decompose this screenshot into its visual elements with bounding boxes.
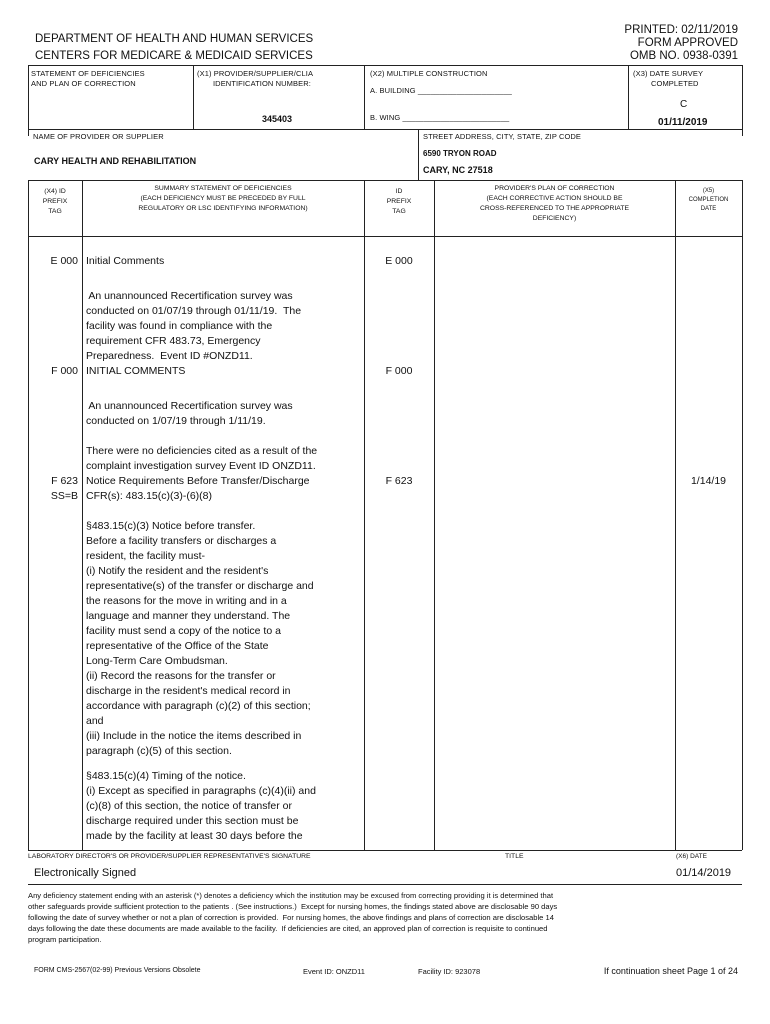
- event-id: Event ID: ONZD11: [303, 967, 365, 976]
- f000-heading: INITIAL COMMENTS: [86, 365, 186, 377]
- x5-header: [675, 187, 742, 214]
- rule: [28, 129, 742, 130]
- x3-label: COMPLETED: [651, 79, 699, 88]
- rule: [418, 129, 419, 180]
- id-header: [364, 187, 434, 217]
- header-line: (EACH CORRECTIVE ACTION SHOULD BE: [486, 195, 623, 202]
- rule: [434, 180, 435, 850]
- statement-label: STATEMENT OF DEFICIENCIES: [31, 69, 145, 78]
- header-line: PROVIDER'S PLAN OF CORRECTION: [494, 185, 615, 192]
- rule: [742, 180, 743, 850]
- rule: [28, 884, 742, 885]
- header-line: DATE: [700, 206, 717, 212]
- plan-header: [434, 184, 675, 224]
- rule: [364, 65, 365, 129]
- id-tag: E 000: [385, 255, 413, 267]
- x3-label: (X3) DATE SURVEY: [633, 69, 704, 78]
- rule: [628, 65, 629, 129]
- rule: [28, 180, 29, 850]
- form-id: FORM CMS-2567(02-99) Previous Versions Obsolete: [34, 967, 201, 974]
- form-approved: FORM APPROVED: [637, 37, 738, 49]
- x3-code: C: [680, 99, 688, 110]
- disclaimer-text: Any deficiency statement ending with an asterisk (*) denotes a deficiency which the institution may be excused from correcting providing it is determined that other safeguards provide sufficient protection to the patients . (See instructions.) Except for nursing homes, the findings stated above are disclosable 90 days following the date of survey whether or not a plan of correction is provided. For nursing homes, the above findings and plans of correction are disclosable 14 days following the date these documents are made available to the facility. If deficiencies are cited, an approved plan of correction is requisite to continued program participation.: [28, 891, 558, 944]
- x2-building: A. BUILDING ______________________: [370, 86, 512, 95]
- f623-heading: There were no deficiencies cited as a result of the complaint investigation survey Event ID ONZD11. Notice Requirements Before Transfer/Discharge CFR(s): 483.15(c)(3)-(6)(8): [86, 445, 318, 502]
- provider-name: CARY HEALTH AND REHABILITATION: [34, 156, 197, 166]
- header-line: ID: [395, 188, 403, 195]
- rule: [193, 65, 194, 129]
- header-line: TAG: [392, 208, 406, 215]
- rule: [675, 180, 676, 850]
- omb-number: OMB NO. 0938-0391: [629, 50, 738, 62]
- rule: [364, 180, 365, 850]
- rule: [28, 65, 29, 136]
- signature-value: Electronically Signed: [34, 867, 137, 879]
- x1-label: IDENTIFICATION NUMBER:: [213, 79, 311, 88]
- signature-date: 01/14/2019: [676, 867, 732, 879]
- page-indicator: If continuation sheet Page 1 of 24: [603, 966, 738, 976]
- header-line: PREFIX: [386, 198, 412, 205]
- header-line: SUMMARY STATEMENT OF DEFICIENCIES: [154, 185, 292, 192]
- header-line: CROSS-REFERENCED TO THE APPROPRIATE: [479, 205, 630, 212]
- department-title: DEPARTMENT OF HEALTH AND HUMAN SERVICES: [35, 33, 314, 45]
- signature-label: LABORATORY DIRECTOR'S OR PROVIDER/SUPPLIER REPRESENTATIVE'S SIGNATURE: [28, 853, 311, 860]
- header-line: PREFIX: [42, 198, 68, 205]
- facility-id: Facility ID: 923078: [418, 967, 481, 976]
- f000-text: An unannounced Recertification survey was conducted on 1/07/19 through 1/11/19.: [86, 400, 293, 427]
- header-line: REGULATORY OR LSC IDENTIFYING INFORMATION): [138, 205, 308, 212]
- summary-header: [82, 184, 364, 214]
- completion-date: 1/14/19: [690, 475, 727, 487]
- title-label: TITLE: [505, 853, 524, 860]
- x1-label: (X1) PROVIDER/SUPPLIER/CLIA: [197, 69, 314, 78]
- rule: [28, 65, 742, 66]
- rule: [742, 65, 743, 136]
- id-tag: F 000: [385, 365, 413, 377]
- regulation-text: §483.15(c)(4) Timing of the notice. (i) Except as specified in paragraphs (c)(4)(ii) and (c)(8) of this section, the notice of transfer or discharge required under this section must be made by the facility at least 30 days before the: [86, 770, 316, 842]
- provider-label: NAME OF PROVIDER OR SUPPLIER: [33, 132, 164, 141]
- agency-title: CENTERS FOR MEDICARE & MEDICAID SERVICES: [35, 50, 313, 62]
- header-line: TAG: [48, 208, 62, 215]
- address-label: STREET ADDRESS, CITY, STATE, ZIP CODE: [423, 132, 582, 141]
- rule: [28, 180, 742, 181]
- survey-completed-date: 01/11/2019: [658, 117, 708, 128]
- prefix-tag: F 000: [51, 365, 78, 377]
- prefix-tag: E 000: [50, 255, 78, 267]
- statement-label: AND PLAN OF CORRECTION: [31, 79, 136, 88]
- x2-label: (X2) MULTIPLE CONSTRUCTION: [370, 69, 488, 78]
- header-line: DEFICIENCY): [532, 215, 577, 222]
- address-street: 6590 TRYON ROAD: [423, 149, 497, 158]
- address-city: CARY, NC 27518: [423, 165, 493, 175]
- rule: [82, 180, 83, 850]
- printed-date: PRINTED: 02/11/2019: [624, 24, 738, 36]
- e000-heading: Initial Comments: [86, 255, 165, 267]
- date-label: (X6) DATE: [676, 853, 707, 860]
- header-line: (X4) ID: [44, 188, 66, 195]
- regulation-text: §483.15(c)(3) Notice before transfer. Before a facility transfers or discharges a resident, the facility must- (i) Notify the resident and the resident's representative(s) of the transfer or discharge and the reasons for the move in writing and in a language and manner they understand. The facility must send a copy of the notice to a representative of the Office of the State Long-Term Care Ombudsman. (ii) Record the reasons for the transfer or discharge in the resident's medical record in accordance with paragraph (c)(2) of this section; and (iii) Include in the notice the items described in paragraph (c)(5) of this section.: [86, 520, 314, 757]
- rule: [28, 236, 742, 237]
- x4-header: [28, 187, 82, 217]
- prefix-tag: F 623: [51, 475, 78, 487]
- rule: [28, 850, 742, 851]
- e000-text: An unannounced Recertification survey was conducted on 01/07/19 through 01/11/19. The facility was found in compliance with the requirement CFR 483.73, Emergency Preparedness. Event ID #ONZD11.: [86, 290, 302, 362]
- header-line: (EACH DEFICIENCY MUST BE PRECEDED BY FULL: [140, 195, 306, 202]
- header-line: COMPLETION: [688, 197, 729, 203]
- id-tag: F 623: [385, 475, 413, 487]
- provider-number: 345403: [262, 114, 293, 124]
- x2-wing: B. WING _________________________: [370, 113, 510, 122]
- header-line: (X5): [702, 188, 715, 194]
- scope-severity: SS=B: [50, 490, 78, 502]
